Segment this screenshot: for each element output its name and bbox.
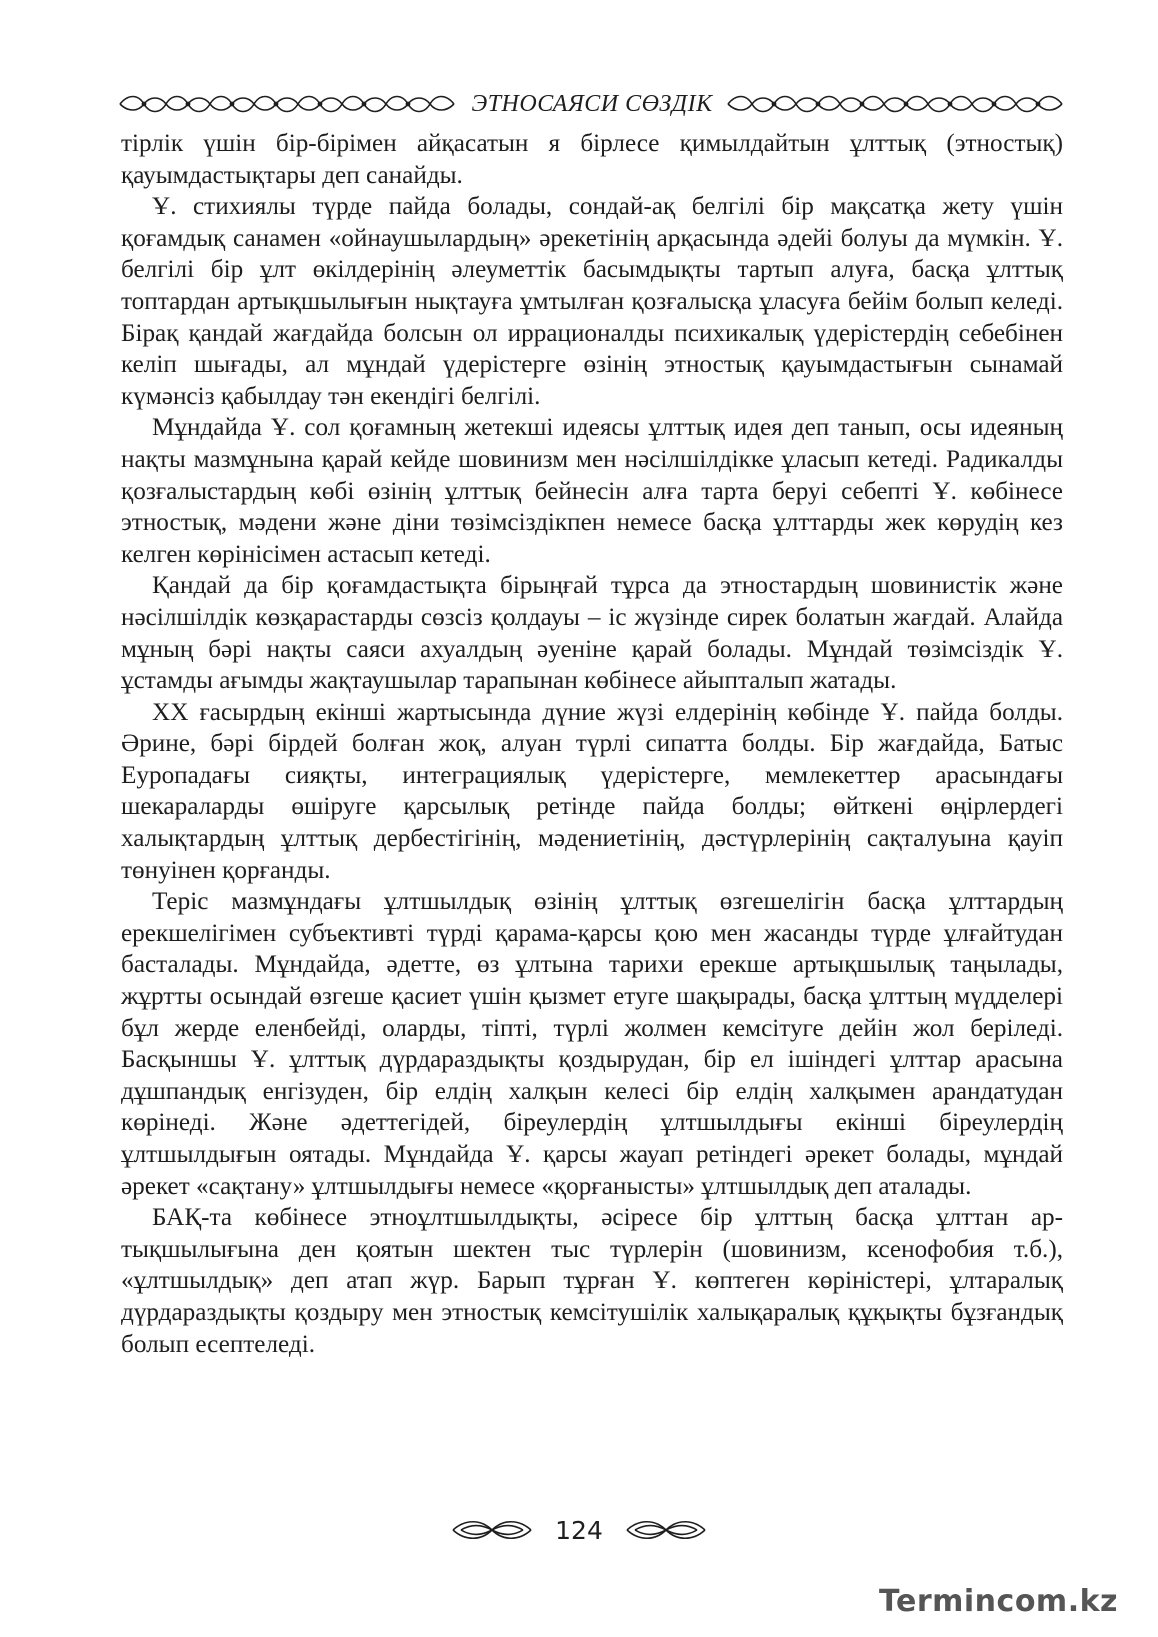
footer-ornament-left-icon (451, 1517, 533, 1543)
page-footer (0, 1510, 1158, 1550)
header-ornament-right-icon (726, 92, 1066, 116)
header-ornament-left-icon (118, 92, 458, 116)
running-header (118, 86, 1066, 122)
page-number: 124 (555, 1515, 603, 1545)
paragraph-7: БАҚ-та көбінесе этноұлтшылдықты, әсіресе бір ұлттың басқа ұлттан артықшылығына ден қоятын шектен тыс түрлерін (шовинизм, ксенофобия т.б.), «ұлтшылдық» деп атап жүр. Барып тұрған Ұ. көптеген көріністері, ұлтаралық дүрдараздықты қоздыру мен этностық кемсітушілік халықаралық құқықты бұзғандық болып есептеледі. (121, 1204, 1063, 1358)
paragraph-5: XX ғасырдың екінші жартысында дүние жүзі елдерінің көбінде Ұ. пайда болды. Әрине, бәрі бірдей болған жоқ, алуан түрлі сипатта болды. Бір жағдайда, Батыс Еуропадағы сияқты, интеграциялық үдерістерге, мемлекеттер арасындағы шекараларды өшіруге қарсылық ретінде пайда болды; өйткені өңірлердегі халықтардың ұлттық дербестігінің, мәдениетінің, дәстүрлерінің сақталуына қауіп төнуінен қорғанды. (121, 698, 1063, 884)
paragraph-6: Теріс мазмұндағы ұлтшылдық өзінің ұлттық өзгешелігін басқа ұлттардың ерекшелігімен субъективті түрді қарама-қарсы қою мен жасанды түрде ұлғайтудан басталады. Мұндайда, әдетте, өз ұлтына тарихи ерекше артықшылық таңылады, жұртты осындай өзгеше қасиет үшін қызмет етуге шақырады, басқа ұлттың мүдделері бұл жерде еленбейді, оларды, тіпті, түрлі жолмен кемсітуге дейін жол беріледі. Басқыншы Ұ. ұлттық дүрдараздықты қоздырудан, бір ел ішіндегі ұлттар арасына дұшпандық енгізуден, бір елдің халқын келесі бір елдің халқымен арандатудан көрінеді. Және әдеттегідей, біреулердің ұлтшылдығы екінші біреулердің ұлтшылдығын оятады. Мұндайда Ұ. қарсы жауап ретіндегі әрекет болады, мұндай әрекет «сақтану» ұлтшылдығы немесе «қорғанысты» ұлтшылдық деп аталады. (121, 888, 1063, 1200)
watermark-logo: Termincom.kz (879, 1584, 1118, 1619)
paragraph-3: Мұндайда Ұ. сол қоғамның жетекші идеясы ұлттық идея деп танып, осы идеяның нақты мазмұнына қарай кейде шовинизм мен нәсілшілдікке ұласып кетеді. Радикалды қозғалыстардың көбі өзінің ұлттық бейнесін алға тарта беруі себепті Ұ. көбінесе этностық, мәдени және діни төзімсіздікпен немесе басқа ұлттарды жек көрудің кез келген көрінісімен астасып кетеді. (121, 414, 1063, 568)
paragraph-2: Ұ. стихиялы түрде пайда болады, сондай-ақ белгілі бір мақсатқа жету үшін қоғамдық санамен «ойнаушылардың» әрекетінің арқасында әдейі болуы да мүмкін. Ұ. белгілі бір ұлт өкілдерінің әлеуметтік басымдықты тартып алуға, басқа ұлттық топтардан артықшылығын нықтауға ұмтылған қозғалысқа ұласуға бейім болып келеді. Бірақ қандай жағдайда болсын ол иррационалды психикалық үдерістердің себебінен келіп шығады, ал мұндай үдерістерге өзінің этностық қауымдастығын сынамай күмәнсіз қабылдау тән екендігі белгілі. (121, 193, 1063, 410)
paragraph-1: тірлік үшін бір-бірімен айқасатын я бірлесе қимылдайтын ұлттық (этностық) қауымдастықтары деп санайды. (121, 130, 1063, 189)
paragraph-4: Қандай да бір қоғамдастықта бірыңғай тұрса да этностардың шовинистік және нәсілшілдік көзқарастарды сөзсіз қолдауы – іс жүзінде сирек болатын жағдай. Алайда мұның бәрі нақты саяси ахуалдың әуеніне қарай болады. Мұндай төзімсіздік Ұ. ұстамды ағымды жақтаушылар тарапынан көбінесе айыпталып жатады. (121, 572, 1063, 695)
article-body (121, 128, 1063, 1360)
footer-ornament-right-icon (625, 1517, 707, 1543)
header-title: ЭТНОСАЯСИ СӨЗДІК (471, 90, 713, 117)
